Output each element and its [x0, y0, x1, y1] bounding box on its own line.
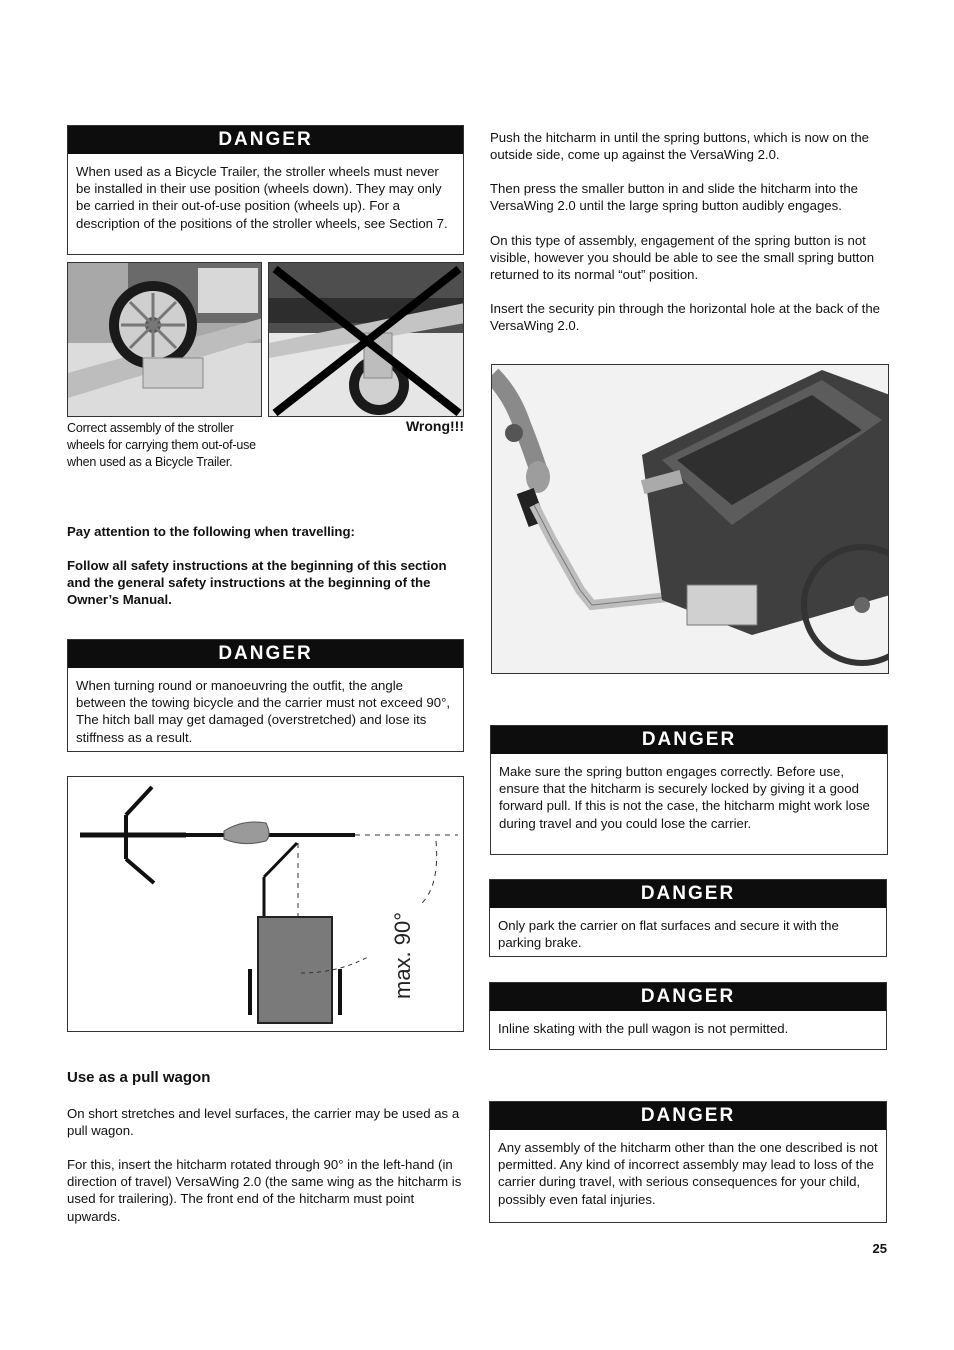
danger-heading: DANGER [490, 983, 886, 1011]
danger-heading: DANGER [68, 640, 463, 668]
danger-box-inline-skating [489, 982, 887, 1050]
danger-heading: DANGER [68, 126, 463, 154]
travel-follow-text: Follow all safety instructions at the beginning of this section and the general safety instructions at the beginning of the Owner’s Manual. [67, 558, 447, 608]
danger-heading: DANGER [491, 726, 887, 754]
danger-text: When turning round or manoeuvring the outfit, the angle between the towing bicycle and the carrier must not exceed 90°, The hitch ball may get damaged (overstretched) and lose its stiffness as a result. [76, 678, 451, 745]
danger-box-spring-button [490, 725, 888, 855]
danger-text: Inline skating with the pull wagon is not permitted. [498, 1021, 789, 1036]
danger-heading: DANGER [490, 880, 886, 908]
caption-correct-assembly: Correct assembly of the stroller wheels for carrying them out-of-use when used as a Bicycle Trailer. [67, 421, 256, 469]
danger-box-turning-angle [67, 639, 464, 752]
photo-hitcharm-assembly [491, 364, 889, 674]
danger-text: When used as a Bicycle Trailer, the stroller wheels must never be installed in their use position (wheels down). They may only be carried in their out-of-use position (wheels up). For a description of the positions of the stroller wheels, see Section 7. [76, 164, 448, 231]
danger-box-incorrect-assembly [489, 1101, 887, 1223]
danger-text: Make sure the spring button engages correctly. Before use, ensure that the hitcharm is securely locked by giving it a good forward pull. If this is not the case, the hitcharm might work lose during travel and you could lose the carrier. [499, 764, 870, 831]
caption-wrong: Wrong!!! [405, 418, 464, 434]
pull-wagon-paragraph-2: For this, insert the hitcharm rotated through 90° in the left-hand (in direction of travel) VersaWing 2.0 (the same wing as the hitcharm is used for trailering). The front end of the hitcharm must point upwards. [67, 1157, 462, 1224]
photo-wrong-assembly [268, 262, 464, 417]
travel-heading: Pay attention to the following when travelling: [67, 524, 355, 539]
danger-box-parking [489, 879, 887, 957]
right-paragraph-4: Insert the security pin through the horizontal hole at the back of the VersaWing 2.0. [490, 301, 881, 334]
danger-heading: DANGER [490, 1102, 886, 1130]
right-paragraph-1: Push the hitcharm in until the spring buttons, which is now on the outside side, come up against the VersaWing 2.0. [490, 130, 869, 163]
right-paragraph-2: Then press the smaller button in and slide the hitcharm into the VersaWing 2.0 until the large spring button audibly engages. [490, 181, 858, 214]
danger-text: Only park the carrier on flat surfaces and secure it with the parking brake. [498, 918, 839, 951]
diagram-max-angle [67, 776, 464, 1032]
photo-correct-assembly [67, 262, 262, 417]
pull-wagon-heading: Use as a pull wagon [67, 1069, 211, 1086]
danger-text: Any assembly of the hitcharm other than the one described is not permitted. Any kind of incorrect assembly may lead to loss of the carrier during travel, with serious consequences for your child, possibly even fatal injuries. [498, 1140, 878, 1207]
pull-wagon-paragraph-1: On short stretches and level surfaces, the carrier may be used as a pull wagon. [67, 1106, 460, 1139]
diagram-angle-label: max. 90° [390, 911, 415, 999]
right-paragraph-3: On this type of assembly, engagement of the spring button is not visible, however you should be able to see the small spring button returned to its normal “out” position. [490, 233, 875, 283]
page-number: 25 [872, 1241, 887, 1256]
danger-box-stroller-wheels [67, 125, 464, 255]
